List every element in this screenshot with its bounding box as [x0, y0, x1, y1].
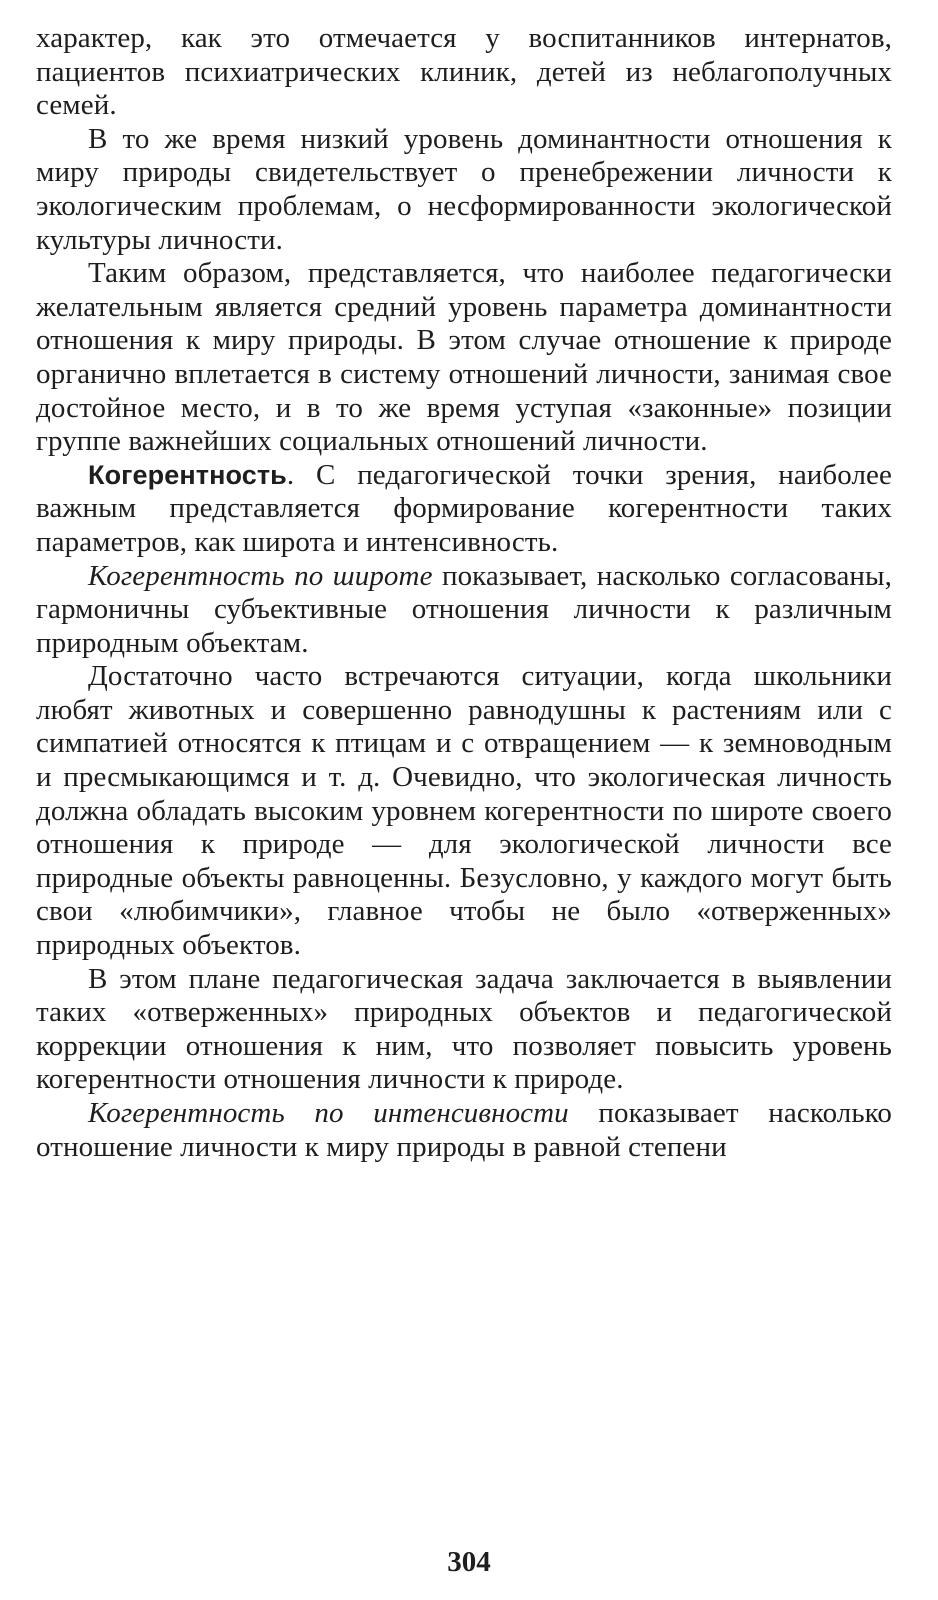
paragraph-7-text: В этом плане педагогическая задача заключается в выявлении таких «отверженных» природных объектов и педагогической коррекции отношения к ним, что позволяет повысить уровень когерентности отношения личности к природе.	[36, 962, 892, 1096]
term-coherence-breadth: Когерентность по широте	[88, 559, 433, 592]
paragraph-8	[36, 1097, 892, 1164]
paragraph-5-text: показывает, насколько согласованы, гармоничны субъективные отношения личности к различным природным объектам.	[36, 559, 892, 659]
page-number: 304	[447, 1546, 491, 1578]
paragraph-1-text: характер, как это отмечается у воспитанников интернатов, пациентов психиатрических клиник, детей из неблагополучных семей.	[36, 22, 892, 122]
term-coherence-heading: Когерентность	[88, 459, 287, 490]
paragraph-5	[36, 560, 892, 661]
paragraph-4-text: . С педагогической точки зрения, наиболее важным представляется формирование когерентности таких параметров, как широта и интенсивность.	[36, 458, 892, 558]
paragraph-2-text: В то же время низкий уровень доминантности отношения к миру природы свидетельствует о пренебрежении личности к экологическим проблемам, о несформированности экологической культуры личности.	[36, 122, 892, 256]
paragraph-1	[36, 22, 892, 123]
paragraph-6	[36, 660, 892, 962]
paragraph-8-text: показывает насколько отношение личности к миру природы в равной степени	[36, 1097, 892, 1163]
paragraph-3-text: Таким образом, представляется, что наиболее педагогически желательным является средний уровень параметра доминантности отношения к миру природы. В этом случае отношение к природе органично вплетается в систему отношений личности, занимая свое достойное место, и в то же время уступая «законные» позиции группе важнейших социальных отношений личности.	[36, 257, 892, 458]
term-coherence-intensity: Когерентность по интенсивности	[88, 1097, 569, 1129]
paragraph-3	[36, 257, 892, 459]
paragraph-6-text: Достаточно часто встречаются ситуации, когда школьники любят животных и совершенно равнодушны к растениям или с симпатией относятся к птицам и с отвращением — к земноводным и пресмыкающимся и т. д. Очевидно, что экологическая личность должна обладать высоким уровнем когерентности по широте своего отношения к природе — для экологической личности все природные объекты равноценны. Безусловно, у каждого могут быть свои «любимчики», главное чтобы не было «отверженных» природных объектов.	[36, 660, 892, 962]
paragraph-7	[36, 963, 892, 1097]
page-body	[36, 22, 892, 1164]
paragraph-4	[36, 459, 892, 560]
paragraph-2	[36, 123, 892, 257]
